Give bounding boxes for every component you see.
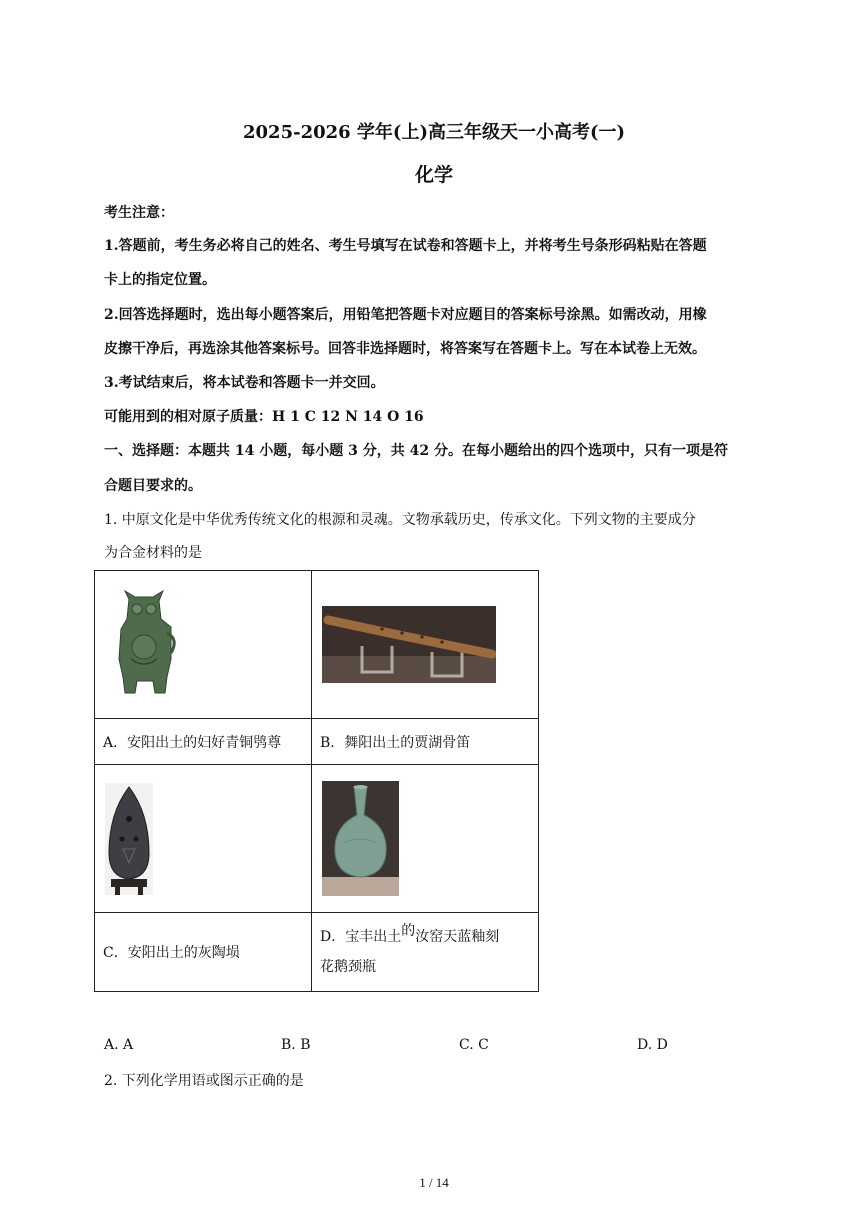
option-b-image-cell xyxy=(312,571,539,719)
answer-choice-a: A. A xyxy=(104,1037,134,1053)
question-1-stem-2: 为合金材料的是 xyxy=(104,545,202,561)
option-d-label-part1: D．宝丰出土 xyxy=(320,929,402,945)
notice-item-3: 3.考试结束后，将本试卷和答题卡一并交回。 xyxy=(104,375,385,391)
option-d-label-part3: 花鹅颈瓶 xyxy=(320,959,376,975)
subject-title: 化学 xyxy=(414,164,453,186)
notice-item-1a: 1.答题前，考生务必将自己的姓名、考生号填写在试卷和答题卡上，并将考生号条形码粘贴在答题 xyxy=(104,238,707,254)
bone-flute-image xyxy=(322,606,496,683)
page-number: 1 / 14 xyxy=(419,1175,449,1190)
atomic-mass-line: 可能用到的相对原子质量：H 1 C 12 N 14 O 16 xyxy=(104,409,424,425)
answer-choice-b: B. B xyxy=(281,1037,311,1053)
options-table xyxy=(94,570,539,992)
pottery-xun-image xyxy=(105,783,153,895)
question-1-stem-1: 1. 中原文化是中华优秀传统文化的根源和灵魂。文物承载历史，传承文化。下列文物的主要成分 xyxy=(104,512,696,528)
option-c-label-cell xyxy=(95,913,312,992)
section-heading-2: 合题目要求的。 xyxy=(104,478,202,494)
notice-item-1b: 卡上的指定位置。 xyxy=(104,272,216,288)
option-a-label: A．安阳出土的妇好青铜鸮尊 xyxy=(103,734,282,751)
option-c-image-cell xyxy=(95,765,312,913)
option-a-image-cell xyxy=(95,571,312,719)
option-c-label: C．安阳出土的灰陶埙 xyxy=(103,945,240,961)
option-d-label-small: 的 xyxy=(401,923,416,939)
option-d-label-cell xyxy=(312,913,539,992)
option-d-label-part2: 汝窑天蓝釉刻 xyxy=(415,929,500,945)
notice-item-2a: 2.回答选择题时，选出每小题答案后，用铅笔把答题卡对应题目的答案标号涂黑。如需改动，用橡 xyxy=(104,307,707,323)
option-d-image-cell xyxy=(312,765,539,913)
bronze-owl-vessel-image xyxy=(109,589,179,699)
question-2-stem: 2. 下列化学用语或图示正确的是 xyxy=(104,1073,304,1089)
notice-item-2b: 皮擦干净后，再选涂其他答案标号。回答非选择题时，将答案写在答题卡上。写在本试卷上无效。 xyxy=(104,341,706,357)
option-b-label-cell xyxy=(312,719,539,765)
answer-choice-d: D. D xyxy=(637,1037,668,1053)
notice-heading: 考生注意： xyxy=(104,205,174,221)
section-heading-1: 一、选择题：本题共 14 小题，每小题 3 分，共 42 分。在每小题给出的四个选项中，只有一项是符 xyxy=(104,443,728,459)
exam-title: 2025-2026 学年(上)高三年级天一小高考(一) xyxy=(243,122,625,143)
answer-choice-c: C. C xyxy=(459,1037,489,1053)
ru-kiln-vase-image xyxy=(322,781,399,896)
option-b-label: B．舞阳出土的贾湖骨笛 xyxy=(320,734,471,751)
option-a-label-cell xyxy=(95,719,312,765)
